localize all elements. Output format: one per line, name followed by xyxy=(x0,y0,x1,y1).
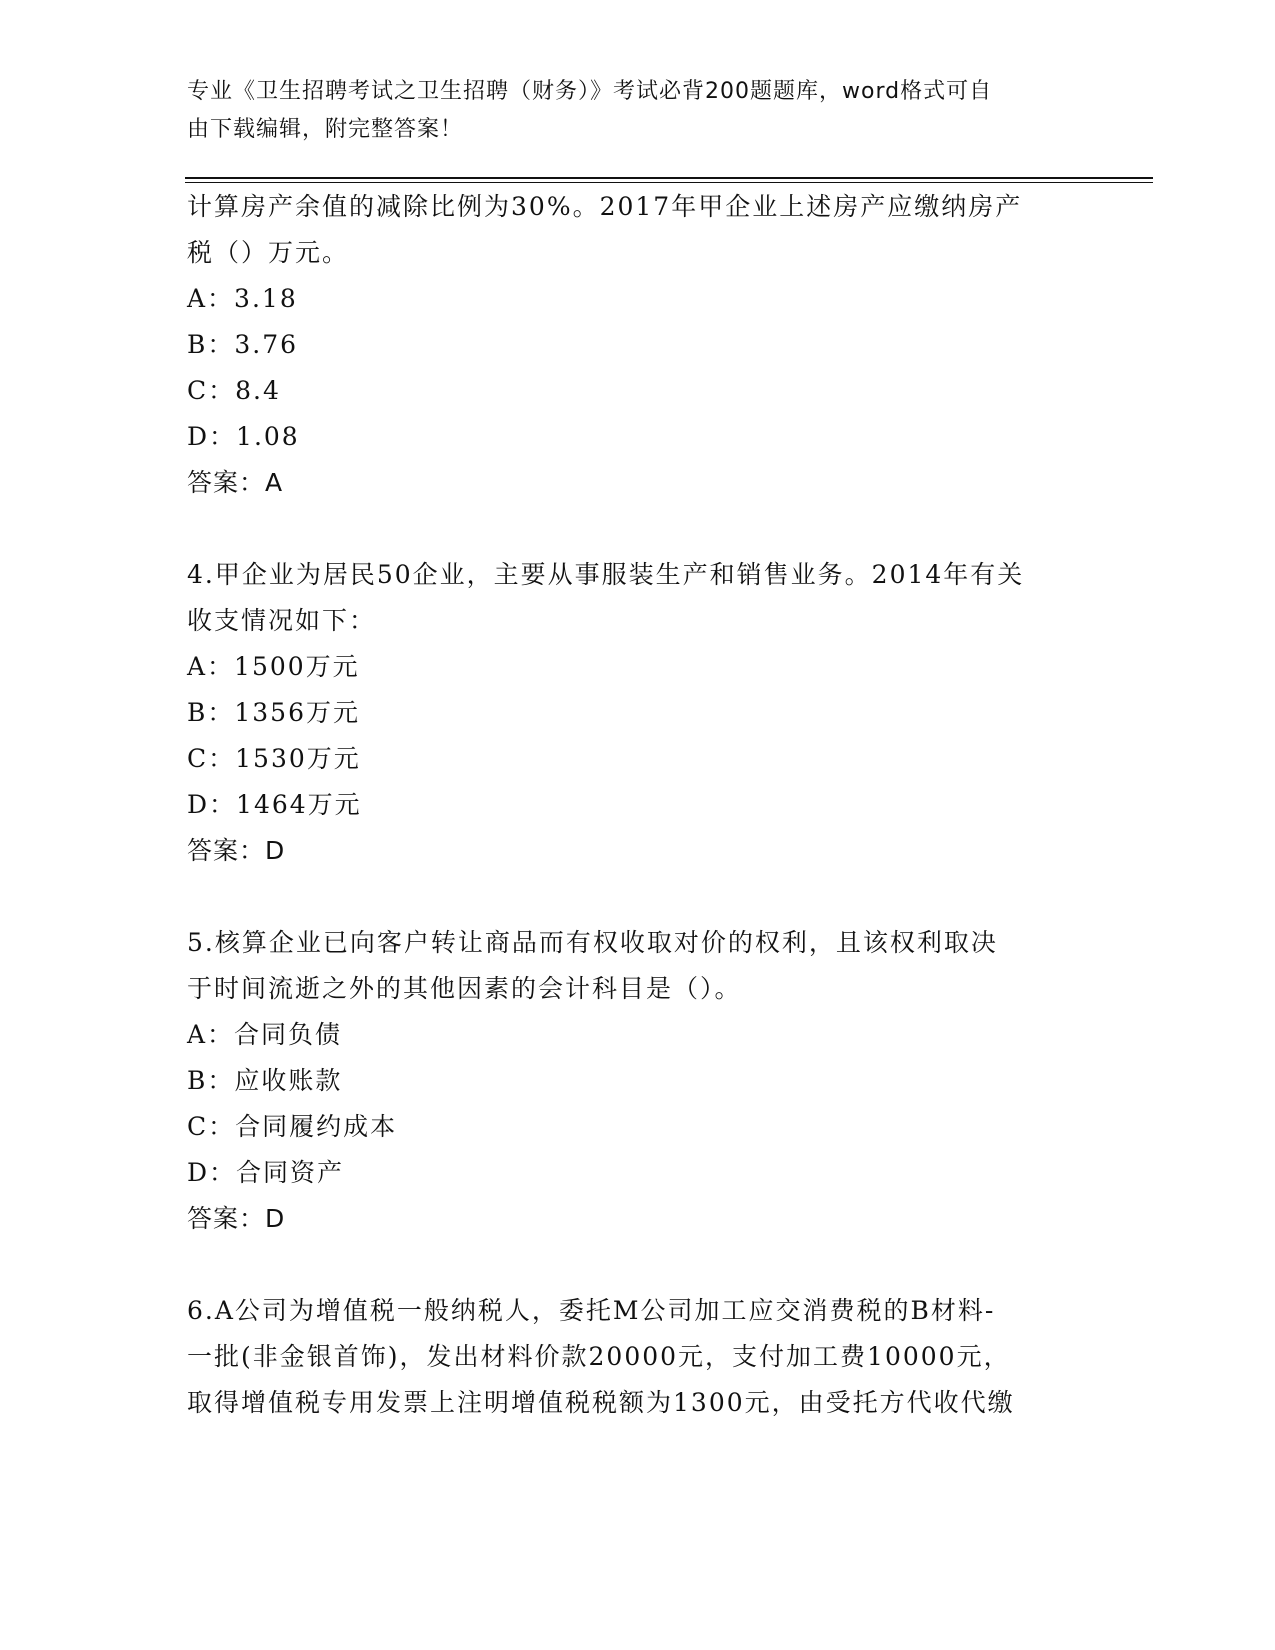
question-6-stem-line-1: 6.A公司为增值税一般纳税人，委托M公司加工应交消费税的B材料- xyxy=(187,1296,996,1325)
question-4-answer: 答案：D xyxy=(187,836,286,865)
question-4-stem-line-2: 收支情况如下： xyxy=(187,606,377,635)
header-divider-thick xyxy=(185,177,1153,179)
question-3-option-c: C：8.4 xyxy=(187,376,281,405)
question-4-stem-line-1: 4.甲企业为居民50企业，主要从事服装生产和销售业务。2014年有关 xyxy=(187,560,1025,589)
question-4-option-a: A：1500万元 xyxy=(187,652,360,681)
question-3-option-d: D：1.08 xyxy=(187,422,300,451)
question-5-option-d: D：合同资产 xyxy=(187,1158,345,1187)
question-3-stem-line-2: 税（）万元。 xyxy=(187,238,350,267)
question-3-answer: 答案：A xyxy=(187,468,284,497)
question-5-option-c: C：合同履约成本 xyxy=(187,1112,398,1141)
header-line-2: 由下载编辑，附完整答案！ xyxy=(187,117,464,142)
header-line-1: 专业《卫生招聘考试之卫生招聘（财务）》考试必背200题题库，word格式可自 xyxy=(187,79,993,104)
question-3-block xyxy=(187,184,1087,506)
question-4-option-b: B：1356万元 xyxy=(187,698,360,727)
question-5-option-a: A：合同负债 xyxy=(187,1020,343,1049)
question-4-block xyxy=(187,552,1087,874)
question-6-block xyxy=(187,1288,1087,1426)
question-6-stem-line-2: 一批(非金银首饰)，发出材料价款20000元，支付加工费10000元， xyxy=(187,1342,1011,1371)
question-3-stem-line-1: 计算房产余值的减除比例为30%。2017年甲企业上述房产应缴纳房产 xyxy=(187,192,1023,221)
question-6-stem-line-3: 取得增值税专用发票上注明增值税税额为1300元，由受托方代收代缴 xyxy=(187,1388,1015,1417)
question-4-option-c: C：1530万元 xyxy=(187,744,361,773)
document-header xyxy=(187,73,1067,149)
question-5-stem-line-2: 于时间流逝之外的其他因素的会计科目是（）。 xyxy=(187,974,742,1003)
question-5-answer: 答案：D xyxy=(187,1204,286,1233)
question-3-option-a: A：3.18 xyxy=(187,284,298,313)
question-3-option-b: B：3.76 xyxy=(187,330,299,359)
header-divider-thin xyxy=(185,182,1153,183)
question-4-option-d: D：1464万元 xyxy=(187,790,362,819)
question-5-stem-line-1: 5.核算企业已向客户转让商品而有权收取对价的权利，且该权利取决 xyxy=(187,928,998,957)
question-5-option-b: B：应收账款 xyxy=(187,1066,343,1095)
question-5-block xyxy=(187,920,1087,1242)
